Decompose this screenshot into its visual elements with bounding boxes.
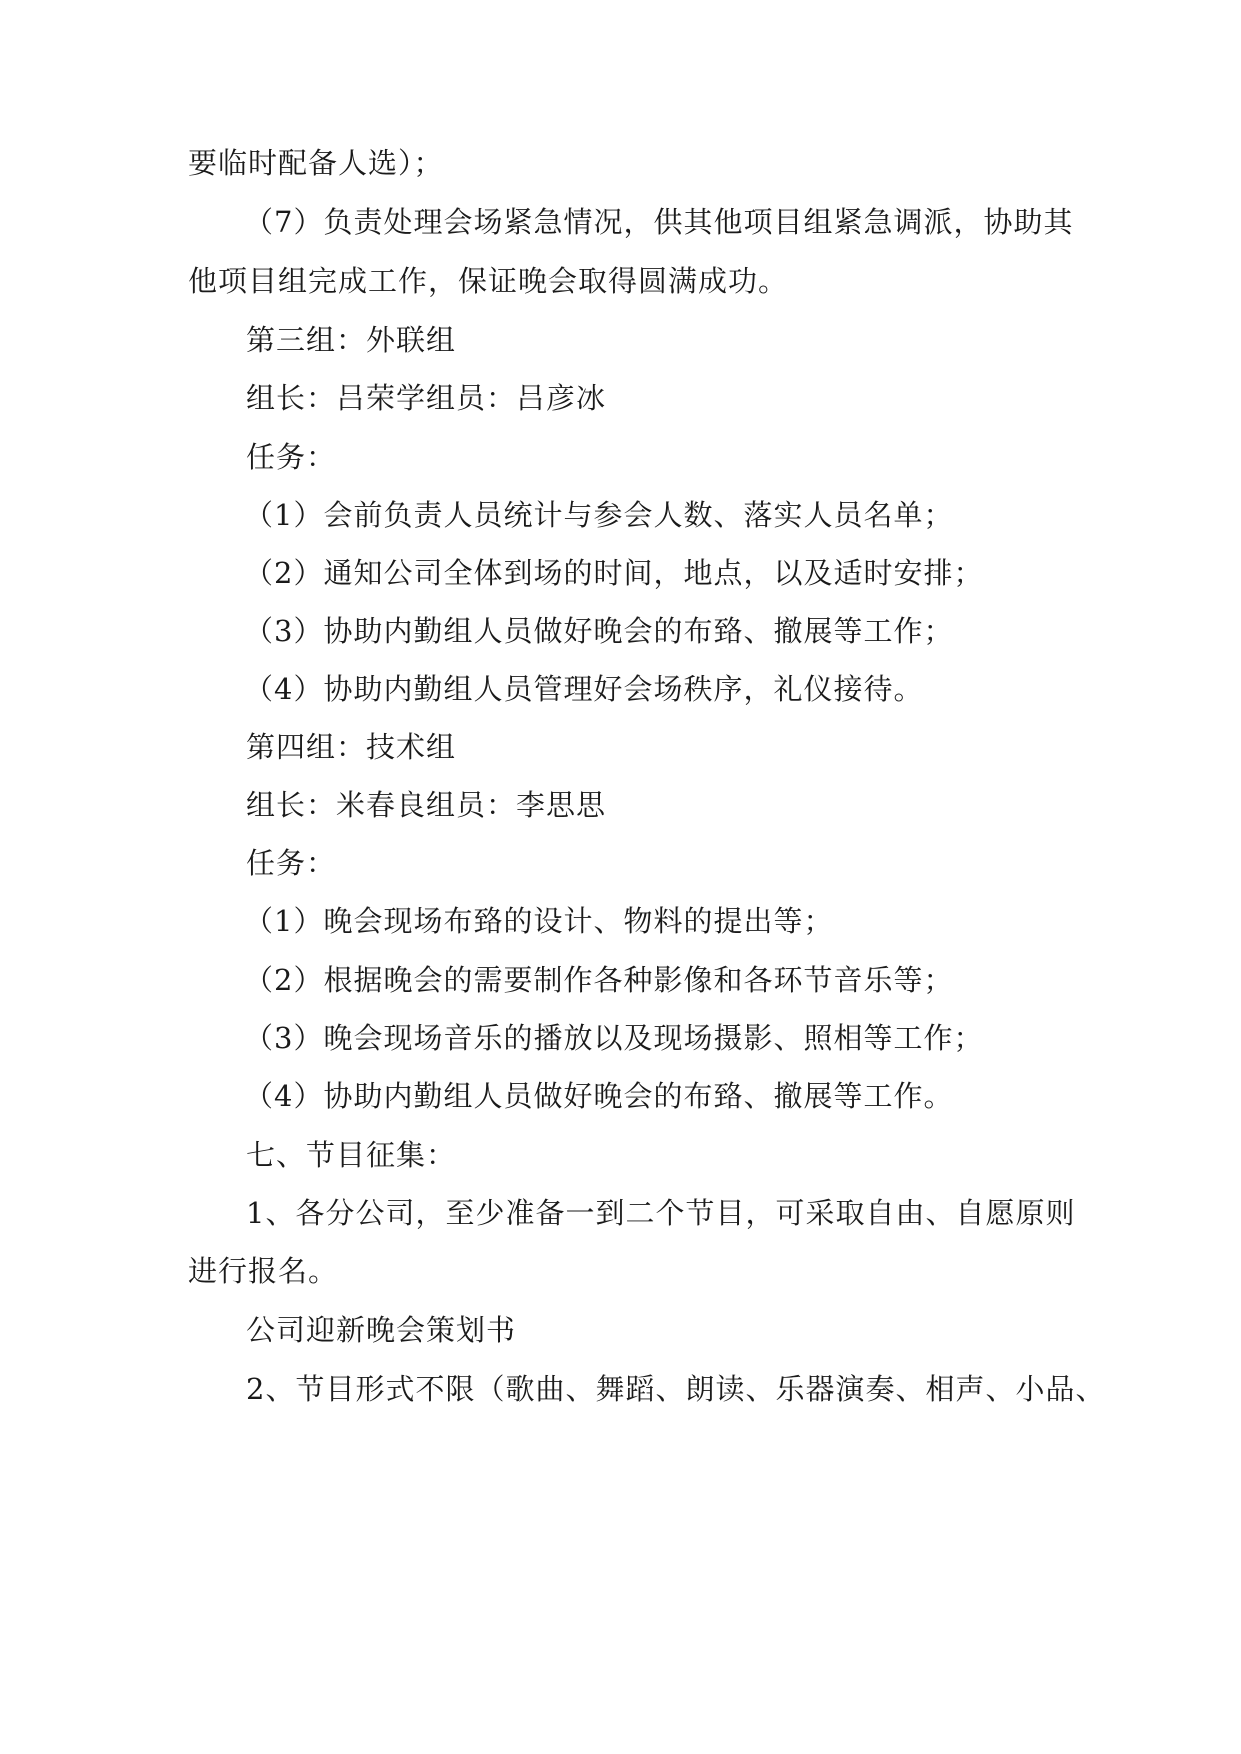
paragraph-line: 任务： (246, 846, 337, 880)
paragraph-line: 进行报名。 (188, 1254, 339, 1288)
paragraph-line: 他项目组完成工作，保证晚会取得圆满成功。 (188, 264, 789, 298)
paragraph-line: 2、节目形式不限（歌曲、舞蹈、朗读、乐器演奏、相声、小品、 (246, 1372, 1106, 1406)
list-item: （4）协助内勤组人员管理好会场秩序，礼仪接待。 (244, 672, 924, 706)
list-item: （3）协助内勤组人员做好晚会的布臵、撤展等工作； (244, 614, 954, 648)
paragraph-line: 1、各分公司，至少准备一到二个节目，可采取自由、自愿原则 (246, 1196, 1076, 1230)
paragraph-line: 组长：米春良组员：李思思 (246, 788, 607, 822)
section-heading: 七、节目征集： (246, 1138, 457, 1172)
list-item: （1）会前负责人员统计与参会人数、落实人员名单； (244, 498, 954, 532)
section-heading: 第四组：技术组 (246, 730, 457, 764)
list-item: （2）通知公司全体到场的时间，地点，以及适时安排； (244, 556, 984, 590)
section-heading: 第三组：外联组 (246, 323, 457, 357)
paragraph-line: 组长：吕荣学组员：吕彦冰 (246, 381, 607, 415)
paragraph-line: （7）负责处理会场紧急情况，供其他项目组紧急调派，协助其 (244, 205, 1074, 239)
list-item: （3）晚会现场音乐的播放以及现场摄影、照相等工作； (244, 1021, 984, 1055)
list-item: （1）晚会现场布臵的设计、物料的提出等； (244, 904, 834, 938)
list-item: （4）协助内勤组人员做好晚会的布臵、撤展等工作。 (244, 1079, 954, 1113)
paragraph-line: 任务： (246, 440, 337, 474)
paragraph-line: 要临时配备人选）； (188, 146, 444, 180)
document-title: 公司迎新晚会策划书 (246, 1313, 517, 1347)
list-item: （2）根据晚会的需要制作各种影像和各环节音乐等； (244, 963, 954, 997)
